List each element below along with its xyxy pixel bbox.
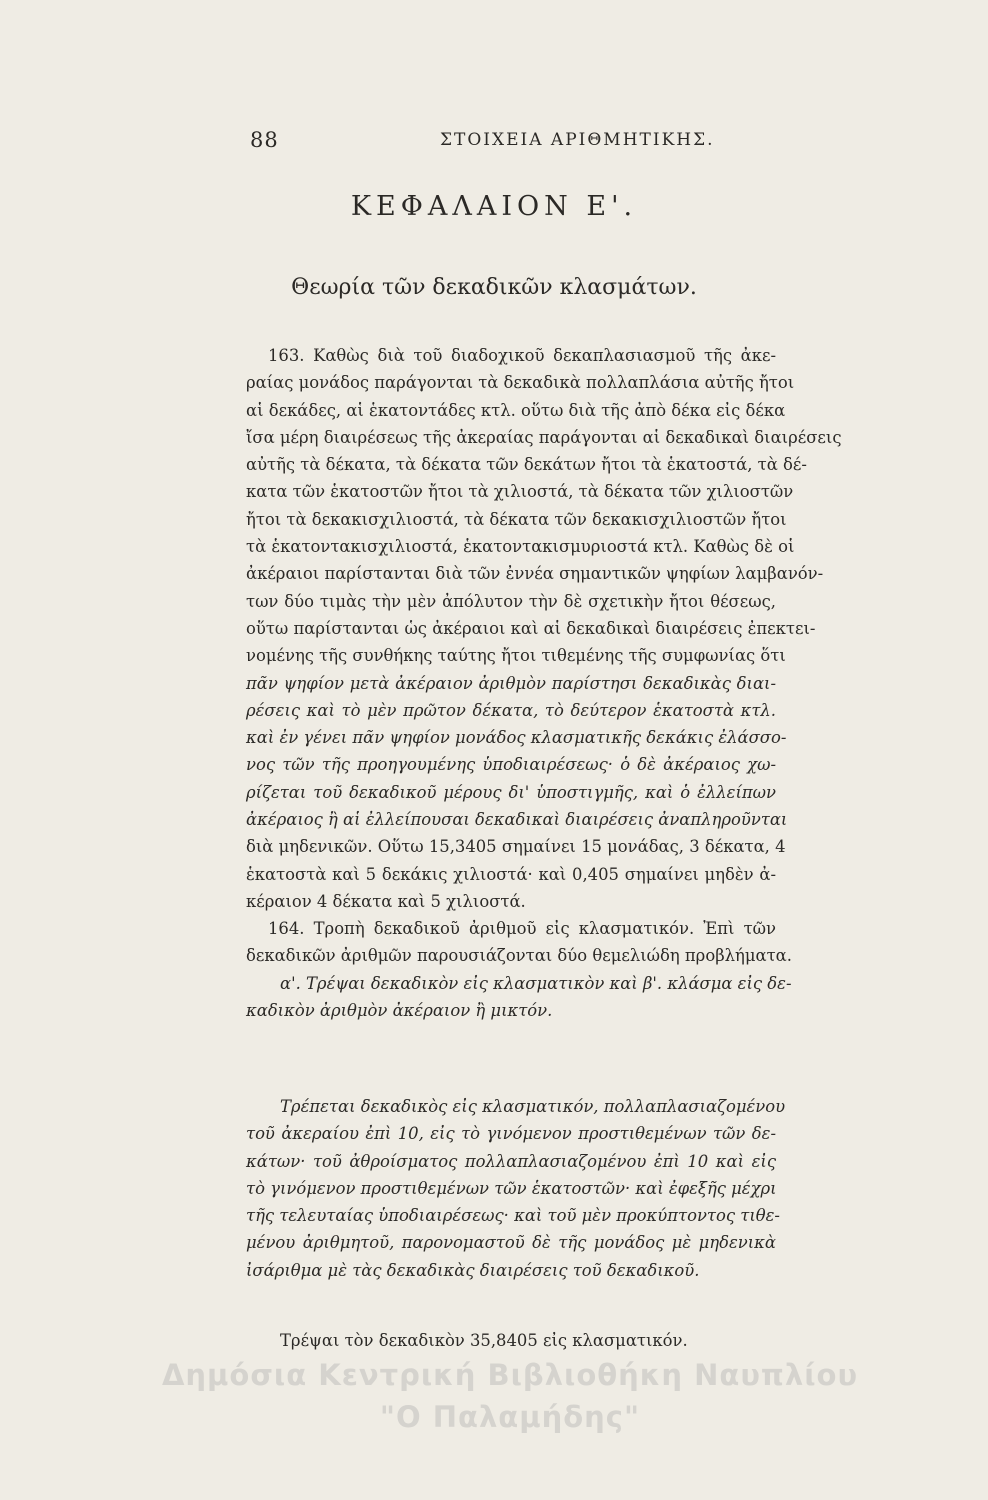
- text-line: καδικὸν ἀριθμὸν ἀκέραιον ἢ μικτόν.: [246, 1000, 553, 1020]
- text-line: δεκαδικῶν ἀριθμῶν παρουσιάζονται δύο θεμελιώδη προβλήματα.: [246, 946, 792, 966]
- text-line: ἰσάριθμα μὲ τὰς δεκαδικὰς διαιρέσεις τοῦ δεκαδικοῦ.: [246, 1260, 700, 1280]
- text-line: τὰ ἑκατοντακισχιλιοστά, ἑκατοντακισμυριοστά κτλ. Καθὼς δὲ οἱ: [246, 537, 795, 557]
- text-line: μένου ἀριθμητοῦ, παρονομαστοῦ δὲ τῆς μονάδος μὲ μηδενικὰ: [246, 1233, 776, 1253]
- text-line: νος τῶν τῆς προηγουμένης ὑποδιαιρέσεως· ὁ δὲ ἀκέραιος χω-: [246, 755, 776, 775]
- text-line: 164. Τροπὴ δεκαδικοῦ ἀριθμοῦ εἰς κλασματικόν. Ἐπὶ τῶν: [268, 919, 776, 938]
- text-line: ἑκατοστὰ καὶ 5 δεκάκις χιλιοστά· καὶ 0,405 σημαίνει μηδὲν ἀ-: [246, 864, 776, 884]
- text-line: τοῦ ἀκεραίου ἐπὶ 10, εἰς τὸ γινόμενον προστιθεμένων τῶν δε-: [246, 1124, 776, 1144]
- page-number: 88: [250, 128, 279, 152]
- text-line: 163. Καθὼς διὰ τοῦ διαδοχικοῦ δεκαπλασιασμοῦ τῆς ἀκε-: [268, 346, 776, 365]
- text-line: οὕτω παρίστανται ὡς ἀκέραιοι καὶ αἱ δεκαδικαὶ διαιρέσεις ἐπεκτει-: [246, 618, 816, 638]
- text-line: τὸ γινόμενον προστιθεμένων τῶν ἑκατοστῶν· καὶ ἐφεξῆς μέχρι: [246, 1178, 777, 1198]
- chapter-title: ΚΕΦΑΛΑΙΟΝ Ε'.: [350, 191, 638, 222]
- text-line: ραίας μονάδος παράγονται τὰ δεκαδικὰ πολλαπλάσια αὐτῆς ἤτοι: [246, 373, 795, 393]
- text-line: ἴσα μέρη διαιρέσεως τῆς ἀκεραίας παράγονται αἱ δεκαδικαὶ διαιρέσεις: [246, 427, 842, 447]
- text-line: πᾶν ψηφίον μετὰ ἀκέραιον ἀριθμὸν παρίστησι δεκαδικὰς διαι-: [246, 673, 776, 693]
- text-line: ἀκέραιοι παρίστανται διὰ τῶν ἐννέα σημαντικῶν ψηφίων λαμβανόν-: [246, 564, 824, 584]
- section-164-text: [246, 915, 792, 1024]
- text-line: νομένης τῆς συνθήκης ταύτης ἤτοι τιθεμένης τῆς συμφωνίας ὅτι: [246, 646, 786, 666]
- example-text: [246, 1327, 776, 1354]
- text-line: ρίζεται τοῦ δεκαδικοῦ μέρους δι' ὑποστιγμῆς, καὶ ὁ ἐλλείπων: [246, 782, 776, 802]
- text-line: ἀκέραιος ἢ αἱ ἐλλείπουσαι δεκαδικαὶ διαιρέσεις ἀναπληροῦνται: [246, 810, 788, 830]
- text-line: καὶ ἐν γένει πᾶν ψηφίον μονάδος κλασματικῆς δεκάκις ἐλάσσο-: [246, 728, 787, 748]
- text-line: α'. Τρέψαι δεκαδικὸν εἰς κλασματικὸν καὶ β'. κλάσμα εἰς δε-: [280, 973, 792, 993]
- chapter-subtitle: Θεωρία τῶν δεκαδικῶν κλασμάτων.: [291, 275, 697, 300]
- library-watermark-line2: "Ο Παλαμήδης": [379, 1400, 641, 1434]
- text-line: κάτων· τοῦ ἀθροίσματος πολλαπλασιαζομένου ἐπὶ 10 καὶ εἰς: [246, 1151, 776, 1171]
- running-title: ΣΤΟΙΧΕΙΑ ΑΡΙΘΜΗΤΙΚΗΣ.: [440, 130, 715, 150]
- text-line: κατα τῶν ἑκατοστῶν ἤτοι τὰ χιλιοστά, τὰ δέκατα τῶν χιλιοστῶν: [246, 482, 794, 502]
- text-line: των δύο τιμὰς τὴν μὲν ἀπόλυτον τὴν δὲ σχετικὴν ἤτοι θέσεως,: [246, 591, 776, 611]
- page-header: [250, 128, 770, 158]
- rule-text: [246, 1093, 786, 1284]
- text-line: τῆς τελευταίας ὑποδιαιρέσεως· καὶ τοῦ μὲν προκύπτοντος τιθε-: [246, 1206, 780, 1226]
- text-line: ἤτοι τὰ δεκακισχιλιοστά, τὰ δέκατα τῶν δεκακισχιλιοστῶν ἤτοι: [246, 509, 787, 529]
- text-line: ρέσεις καὶ τὸ μὲν πρῶτον δέκατα, τὸ δεύτερον ἑκατοστὰ κτλ.: [246, 700, 776, 720]
- text-line: κέραιον 4 δέκατα καὶ 5 χιλιοστά.: [246, 891, 526, 911]
- text-line: Τρέπεται δεκαδικὸς εἰς κλασματικόν, πολλαπλασιαζομένου: [280, 1097, 786, 1116]
- text-line: αἱ δεκάδες, αἱ ἑκατοντάδες κτλ. οὕτω διὰ τῆς ἀπὸ δέκα εἰς δέκα: [246, 400, 786, 420]
- text-line: αὐτῆς τὰ δέκατα, τὰ δέκατα τῶν δεκάτων ἤτοι τὰ ἑκατοστά, τὰ δέ-: [246, 455, 807, 475]
- text-line: Τρέψαι τὸν δεκαδικὸν 35,8405 εἰς κλασματικόν.: [280, 1331, 688, 1350]
- library-watermark-line1: Δημόσια Κεντρική Βιβλιοθήκη Ναυπλίου: [161, 1358, 859, 1392]
- section-163-text: [246, 342, 842, 915]
- text-line: διὰ μηδενικῶν. Οὕτω 15,3405 σημαίνει 15 μονάδας, 3 δέκατα, 4: [246, 837, 786, 857]
